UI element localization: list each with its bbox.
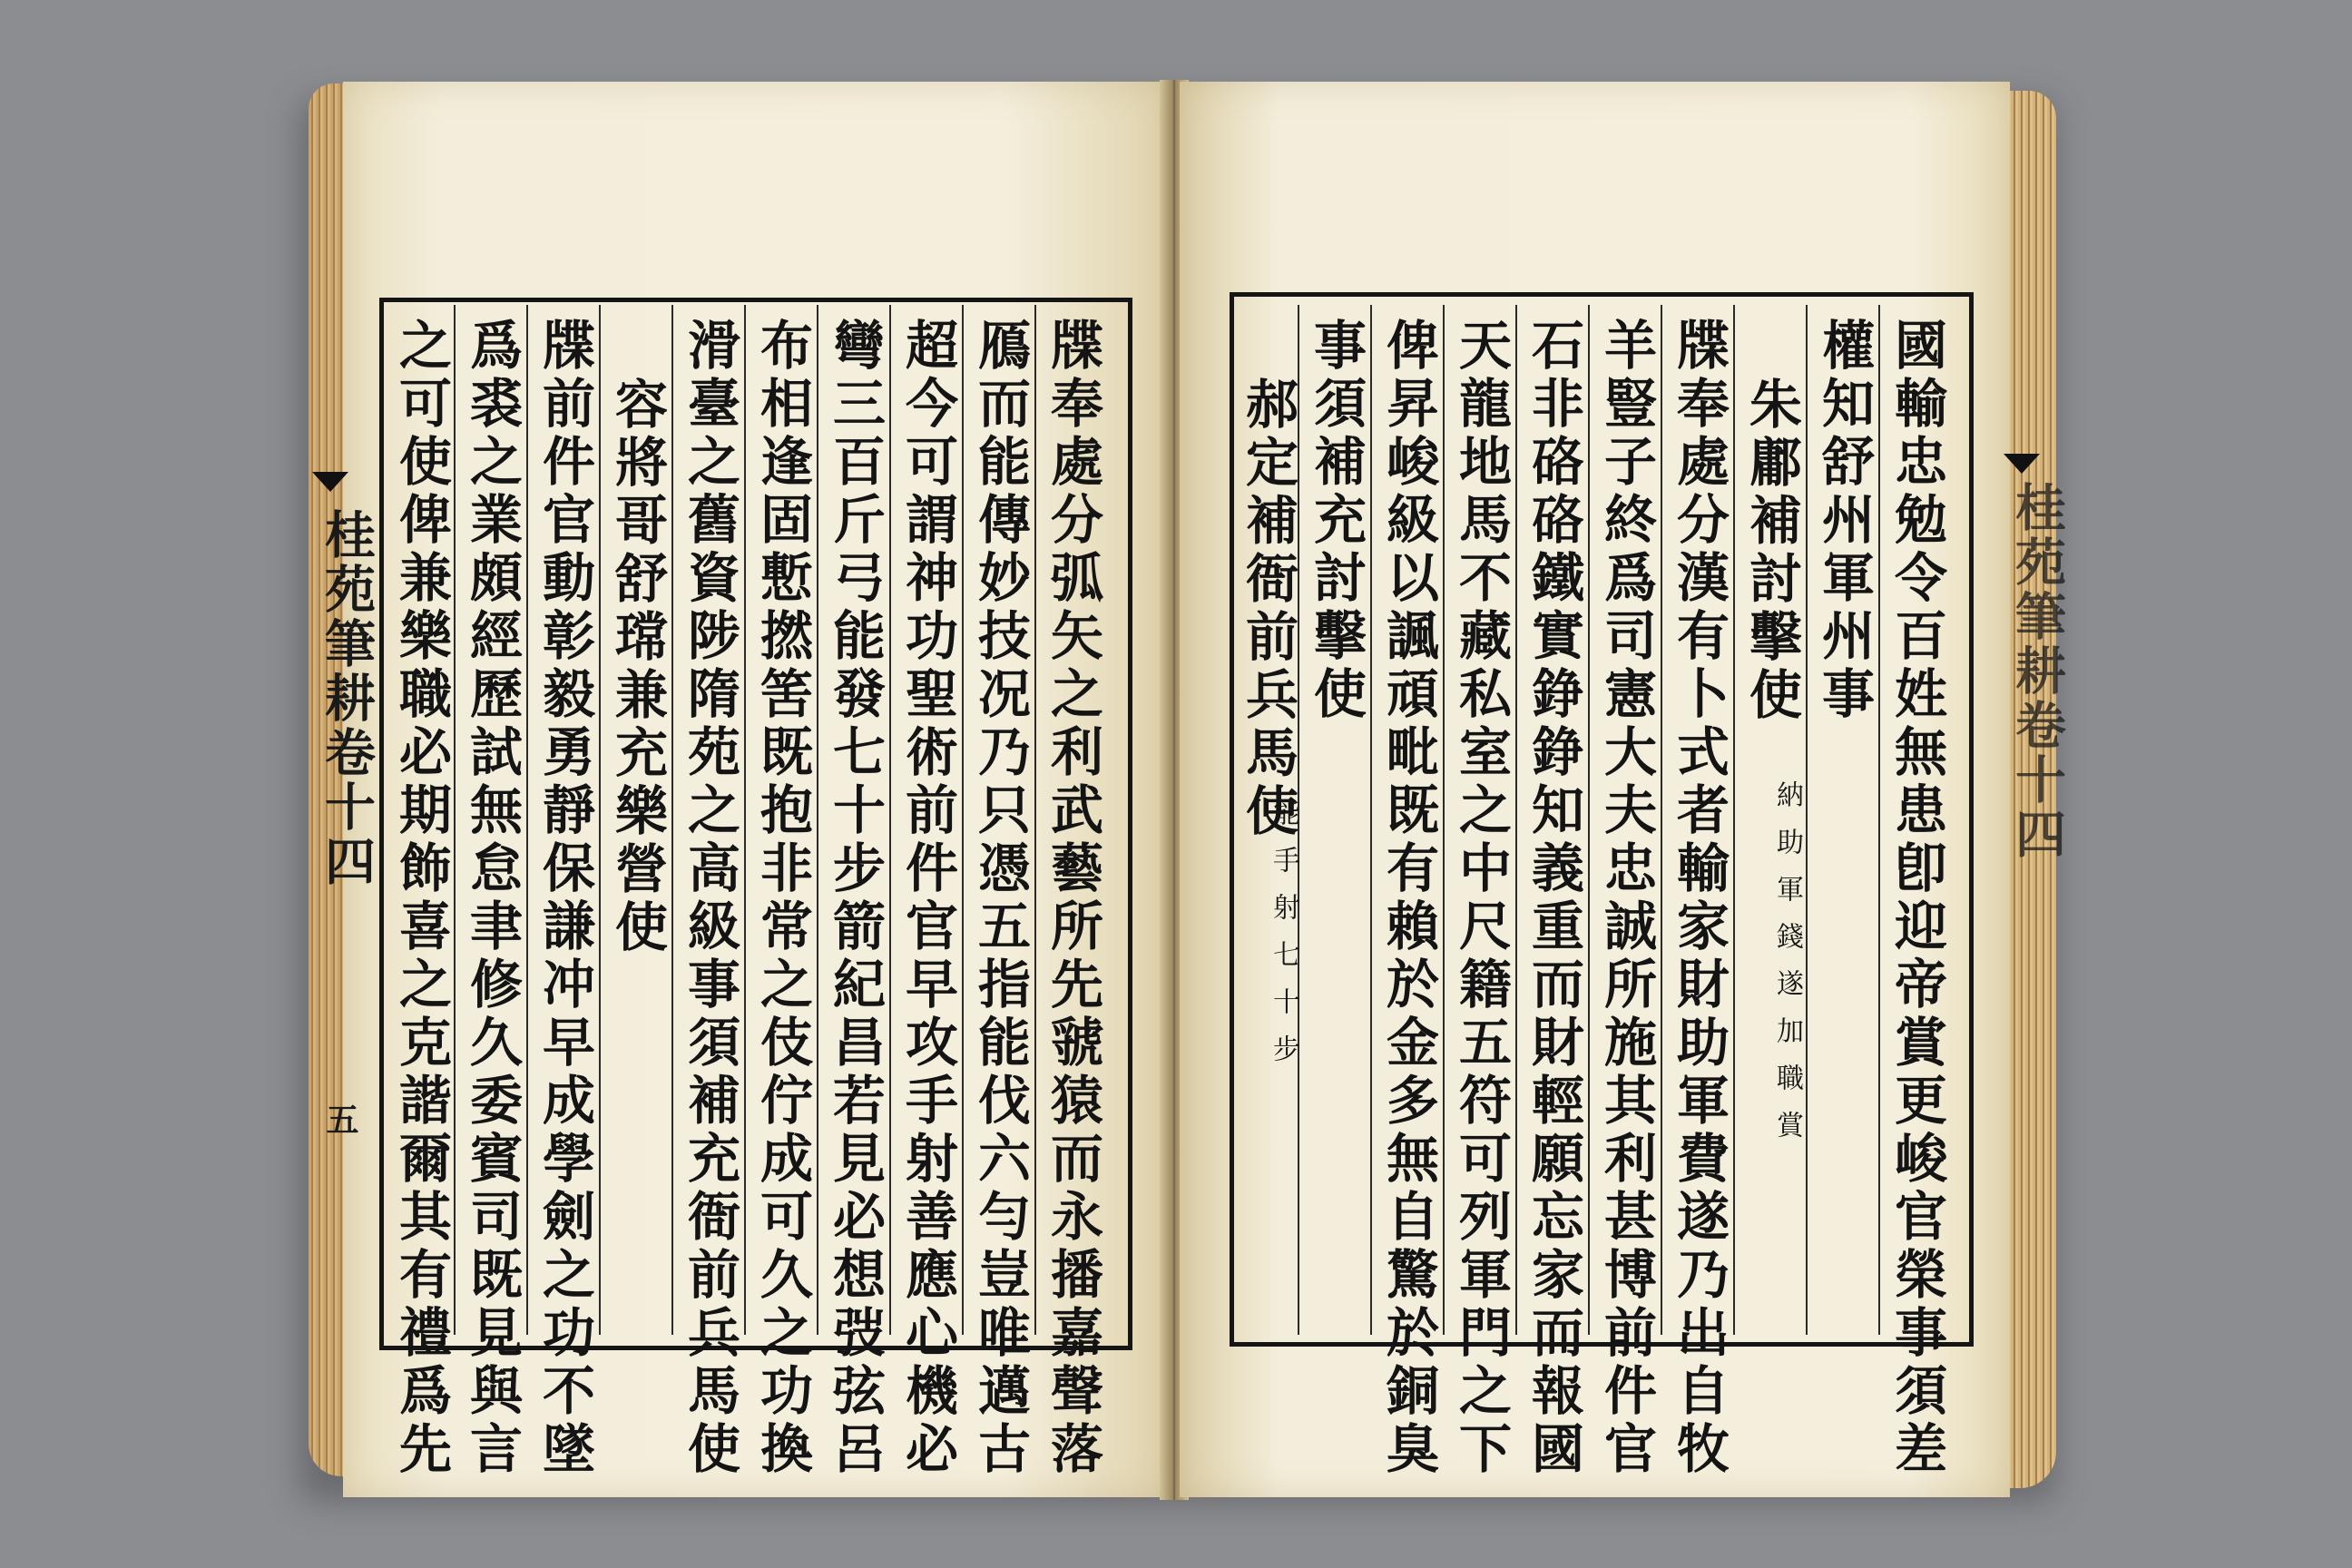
- left-rule-6: [671, 305, 673, 1335]
- right-note-zhu-yong: 納助軍錢遂加職賞: [1771, 780, 1803, 1158]
- left-rule-7: [599, 305, 601, 1335]
- left-col-9: 爲裘之業頗經歷試無怠聿修久委賓司既見與言: [461, 318, 523, 1479]
- left-rule-4: [817, 305, 818, 1335]
- left-margin-title: 桂苑筆耕卷十四: [317, 508, 377, 889]
- right-margin-title: 桂苑筆耕卷十四: [2007, 481, 2067, 862]
- left-col-2: 鴈而能傳妙技况乃只憑五指能伐六勻豈唯邁古: [969, 318, 1031, 1479]
- right-col-9: 事須補充討擊使: [1305, 318, 1367, 724]
- left-col-1: 牒奉處分弧矢之利武藝所先虢猿而永播嘉聲落: [1042, 318, 1103, 1479]
- left-col-6: 滑臺之舊資陟隋苑之高級事須補充衙前兵馬使: [679, 318, 740, 1479]
- left-rule-2: [962, 305, 964, 1335]
- left-rule-1: [1034, 305, 1036, 1335]
- right-rule-2: [1806, 305, 1808, 1335]
- right-col-1: 國輸忠勉令百姓無患卽迎帝賞更峻官榮事須差: [1886, 318, 1947, 1479]
- left-col-8: 牒前件官動彰毅勇靜保謙冲早成學劍之功不墜: [534, 318, 595, 1479]
- right-col-7: 天龍地馬不藏私室之中尺籍五符可列軍門之下: [1450, 318, 1512, 1479]
- right-col-3-heading: 朱鄘補討擊使: [1740, 377, 1802, 725]
- left-col-7-heading: 容將哥舒瑺兼充樂營使: [606, 377, 668, 957]
- right-rule-5: [1588, 305, 1590, 1335]
- left-rule-3: [889, 305, 891, 1335]
- right-rule-3: [1733, 305, 1735, 1335]
- right-col-2: 權知舒州軍州事: [1813, 318, 1875, 724]
- left-col-5: 布相逢固慙撚筈既抱非常之伎佇成可久之功換: [751, 318, 813, 1479]
- left-rule-8: [526, 305, 528, 1335]
- right-col-5: 羊豎子終爲司憲大夫忠誠所施其利甚博前件官: [1595, 318, 1657, 1479]
- left-rule-9: [454, 305, 456, 1335]
- right-col-4: 牒奉處分漢有卜式者輸家財助軍費遂乃出自牧: [1668, 318, 1730, 1479]
- right-rule-4: [1661, 305, 1662, 1335]
- left-col-4: 彎三百斤弓能發七十步箭紀昌若見必想弢弦呂: [824, 318, 886, 1479]
- right-rule-1: [1878, 305, 1880, 1335]
- left-col-10: 之可使俾兼樂職必期飾喜之克諧爾其有禮爲先: [390, 318, 452, 1479]
- left-folio-number: 五: [321, 1102, 359, 1139]
- left-col-3: 超今可謂神功聖術前件官早攻手射善應心機必: [897, 318, 958, 1479]
- right-note-hao-ding: 能手射七十步: [1268, 799, 1299, 1082]
- right-rule-8: [1370, 305, 1372, 1335]
- right-rule-6: [1515, 305, 1517, 1335]
- right-col-10-heading: 郝定補衙前兵馬使: [1237, 377, 1298, 841]
- right-col-8: 俾昇峻級以諷頑毗既有賴於金多無自驚於銅臭: [1377, 318, 1439, 1479]
- right-rule-7: [1443, 305, 1445, 1335]
- right-col-6: 石非硌硌鐵實錚錚知義重而財輕願忘家而報國: [1523, 318, 1584, 1479]
- left-rule-5: [744, 305, 746, 1335]
